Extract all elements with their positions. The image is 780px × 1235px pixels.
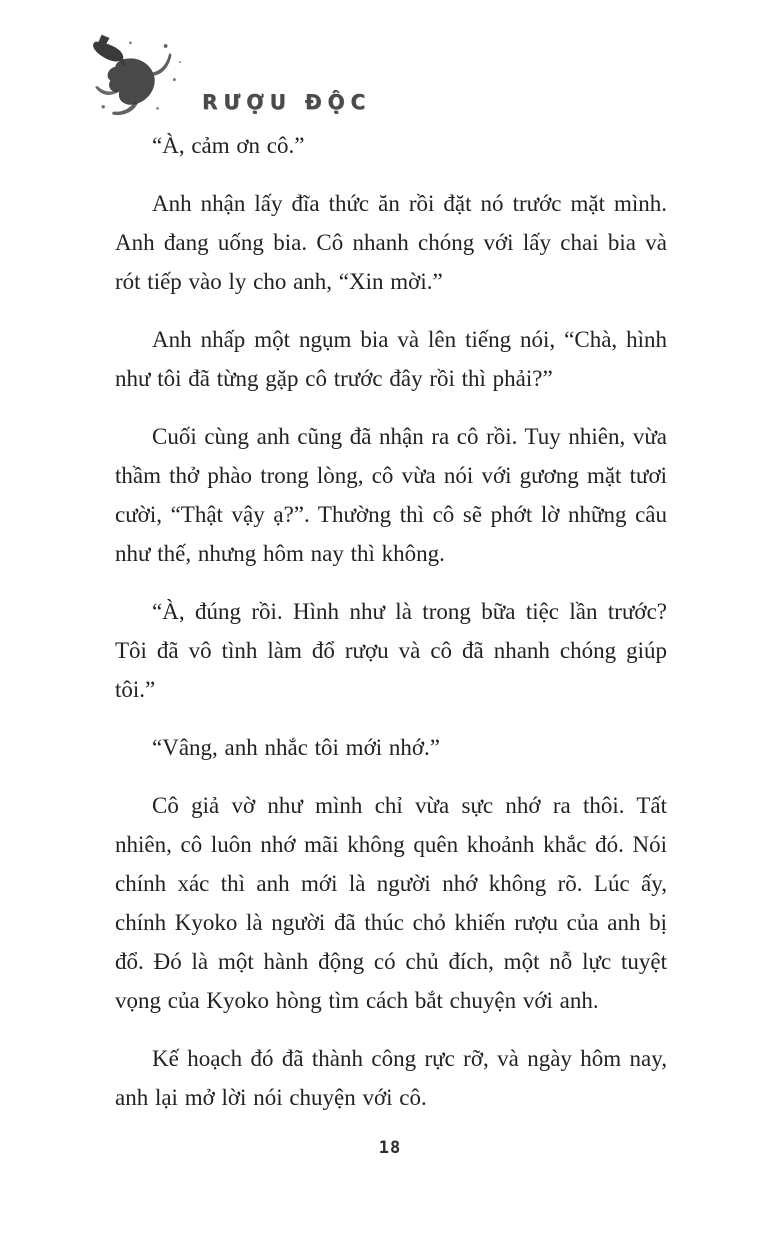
- paragraph: “À, cảm ơn cô.”: [152, 133, 305, 158]
- chapter-header: [84, 28, 504, 128]
- paragraph: Anh nhận lấy đĩa thức ăn rồi đặt nó trước mặt mình. Anh đang uống bia. Cô nhanh chóng với lấy chai bia và rót tiếp vào ly cho anh, “Xin mời.”: [115, 191, 667, 294]
- paragraph: Cô giả vờ như mình chỉ vừa sực nhớ ra thôi. Tất nhiên, cô luôn nhớ mãi không quên khoảnh khắc đó. Nói chính xác thì anh mới là người nhớ không rõ. Lúc ấy, chính Kyoko là người đã thúc chỏ khiến rượu của anh bị đổ. Đó là một hành động có chủ đích, một nỗ lực tuyệt vọng của Kyoko hòng tìm cách bắt chuyện với anh.: [115, 793, 667, 1013]
- paragraph: “Vâng, anh nhắc tôi mới nhớ.”: [152, 735, 440, 760]
- ink-splash-bottle-icon: [84, 30, 196, 126]
- chapter-title: RƯỢU ĐỘC: [202, 90, 372, 114]
- body-text: [115, 126, 667, 1136]
- page-number: 18: [378, 1138, 402, 1158]
- paragraph: Kế hoạch đó đã thành công rực rỡ, và ngày hôm nay, anh lại mở lời nói chuyện với cô.: [115, 1046, 667, 1110]
- paragraph: “À, đúng rồi. Hình như là trong bữa tiệc lần trước? Tôi đã vô tình làm đổ rượu và cô đã nhanh chóng giúp tôi.”: [115, 599, 667, 702]
- paragraph: Anh nhấp một ngụm bia và lên tiếng nói, “Chà, hình như tôi đã từng gặp cô trước đây rồi thì phải?”: [115, 327, 667, 391]
- paragraph: Cuối cùng anh cũng đã nhận ra cô rồi. Tuy nhiên, vừa thầm thở phào trong lòng, cô vừa nói với gương mặt tươi cười, “Thật vậy ạ?”. Thường thì cô sẽ phớt lờ những câu như thế, nhưng hôm nay thì không.: [115, 424, 667, 566]
